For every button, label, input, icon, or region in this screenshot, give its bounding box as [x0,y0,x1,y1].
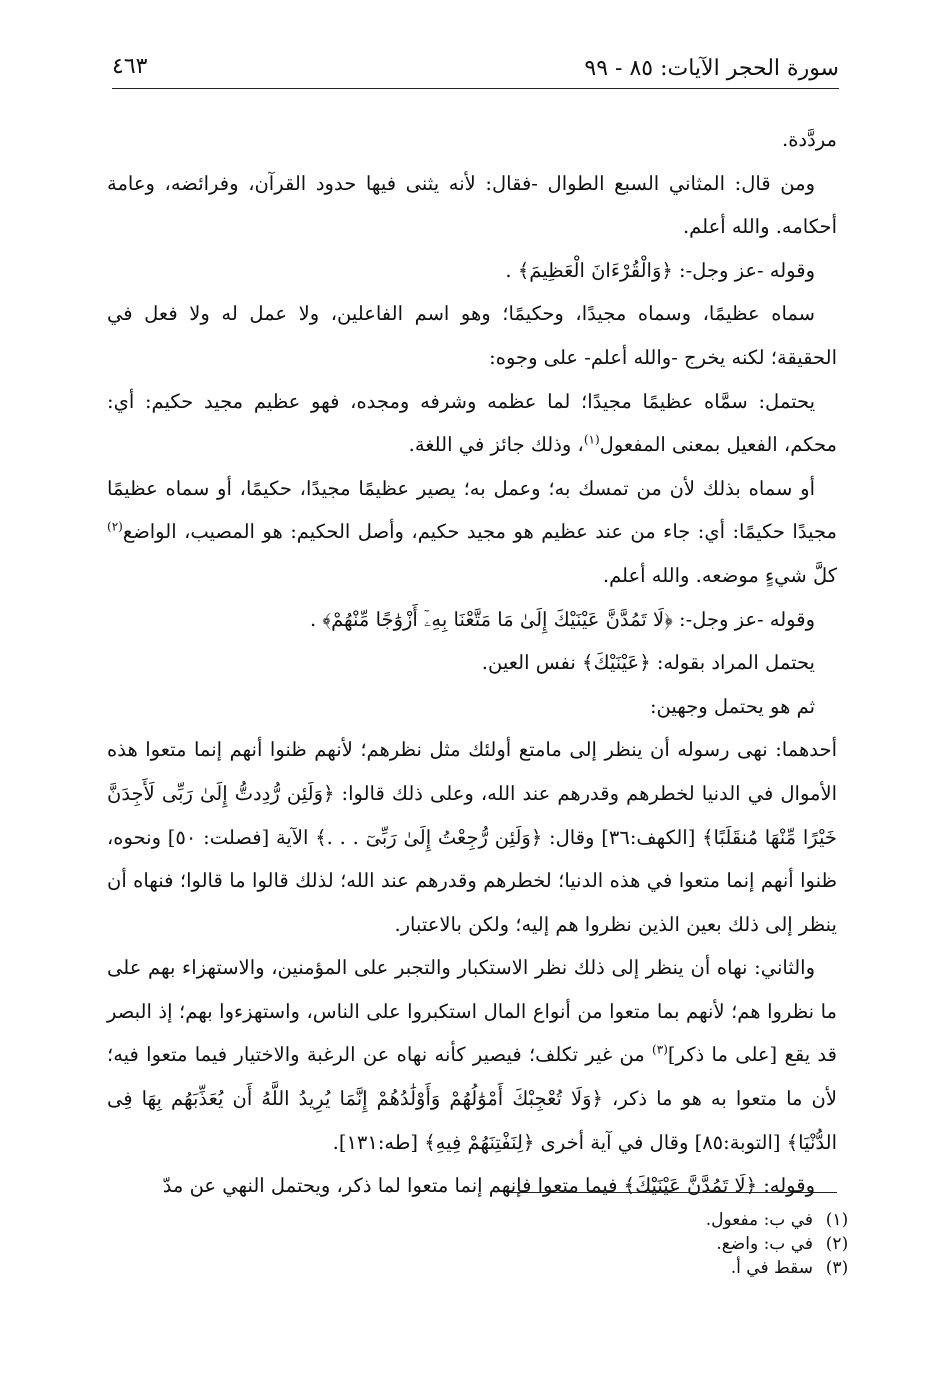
quran-quote: ﴿وَلَئِن رُّدِدتُّ إِلَىٰ رَبِّى لَأَجِدَنَّ خَيْرًا مِّنْهَا مُنقَلَبًا﴾ [107,781,837,849]
main-text [107,118,837,1208]
footnote-number: (٢) [825,1234,849,1254]
text-run: ومن قال: المثاني السبع الطوال -فقال: لأنه يثنى فيها حدود القرآن، وفرائضه، وعامة أحكامه. والله أعلم. [107,171,837,239]
quran-quote: ﴿وَلَا تُعْجِبْكَ أَمْوَٰلُهُمْ وَأَوْلَٰدُهُمْ إِنَّمَا يُرِيدُ اللَّهُ أَن يُعَذِّبَهُم بِهَا فِى الدُّنْيَا﴾ [107,1087,837,1154]
text-run: ثم هو يحتمل وجهين: [649,694,815,718]
footnote-text: في ب: مفعول. [705,1210,813,1230]
footnote-text: في ب: واضع. [716,1234,813,1254]
page-number: ٤٦٣ [112,54,148,79]
text-run: نفس العين. [481,651,583,675]
paragraph [107,292,837,379]
footnote [251,1256,851,1280]
footnote-text: سقط في أ. [730,1258,813,1278]
text-run: ، وذلك جائز في اللغة. [408,433,584,457]
quran-quote: ﴿وَالْقُرْءَانَ الْعَظِيمَ﴾ [517,258,673,282]
text-run: [التوبة:٨٥] وقال في آية أخرى [534,1130,787,1154]
paragraph [107,162,837,249]
paragraph [107,249,837,293]
footnote [251,1232,851,1256]
footnote-marker: (١) [583,432,600,447]
text-run: وقوله: [757,1174,815,1198]
text-run: كلَّ شيءٍ موضعه. والله أعلم. [602,563,837,587]
text-run: وقوله -عز وجل-: [672,258,815,282]
header-title: سورة الحجر الآيات: ٨٥ - ٩٩ [584,56,839,81]
text-run: يحتمل: سمَّاه عظيمًا مجيدًا؛ لما عظمه وشرفه ومجده، فهو عظيم مجيد حكيم: أي: محكم، الفعيل بمعنى المفعول [107,389,837,457]
quran-quote: ﴿لَا تَمُدَّنَّ عَيْنَيْكَ﴾ [623,1174,758,1198]
text-run: أو سماه بذلك لأن من تمسك به؛ وعمل به؛ يصير عظيمًا مجيدًا، حكيمًا، أو سماه عظيمًا مجيدًا حكيمًا: أي: جاء من عند عظيم هو مجيد حكيم، وأصل الحكيم: هو المصيب، الواضع [107,476,837,544]
text-run: وقوله -عز وجل-: [672,607,815,631]
paragraph [107,728,837,946]
paragraph [107,380,837,467]
quran-quote: ﴿وَلَئِن رُّجِعْتُ إِلَىٰ رَبِّىٓ . . .﴾ [315,825,543,849]
quran-quote: ﴿لِنَفْتِنَهُمْ فِيهِ﴾ [424,1130,535,1154]
text-run: . [310,607,323,631]
quran-quote: ﴿لَا تَمُدَّنَّ عَيْنَيْكَ إِلَىٰ مَا مَتَّعْنَا بِهِۦٓ أَزْوَٰجًا مِّنْهُمْ﴾ [322,607,673,631]
text-run: [الكهف:٣٦] وقال: [542,825,703,849]
footnote-marker: (٢) [107,519,123,534]
text-run: فيما متعوا فإنهم إنما متعوا لما ذكر، ويحتمل النهي عن مدّ [162,1174,624,1198]
footnote-marker: (٣) [652,1042,668,1057]
paragraph [107,467,837,598]
text-run: أحدهما: نهى رسوله أن ينظر إلى مامتع أولئك مثل نظرهم؛ لأنهم ظنوا أنهم إنما متعوا هذه الأموال في الدنيا لخطرهم وقدرهم عند الله، وعلى ذلك قالوا: [107,738,837,805]
footnote-number: (٣) [825,1258,849,1278]
footnote-number: (١) [825,1210,849,1230]
text-run: يحتمل المراد بقوله: [650,651,815,675]
text-run: مردَّدة. [782,128,837,151]
text-run: [طه:١٣١]. [332,1130,425,1154]
text-run: من غير تكلف؛ فيصير كأنه نهاه عن الرغبة والاختيار فيما متعوا فيه؛ لأن ما متعوا به هو ما ذكر، [107,1043,837,1111]
paragraph [107,118,837,162]
header-divider [112,88,839,89]
paragraph [107,1164,837,1208]
footnote-divider [507,1192,837,1193]
paragraph [107,946,837,1164]
text-run: والثاني: نهاه أن ينظر إلى ذلك نظر الاستكبار والتجبر على المؤمنين، والاستهزاء بهم على ما نظروا هم؛ لأنهم بما متعوا من أنواع المال استكبروا على الناس، واستهزءوا بهم؛ إذ البصر قد يقع [على ما ذكر] [107,956,837,1067]
footnote [251,1208,851,1232]
running-header [112,52,839,88]
paragraph [107,598,837,642]
quran-quote: ﴿عَيْنَيْكَ﴾ [582,651,651,675]
text-run: الآية [فصلت: ٥٠] ونحوه، ظنوا أنهم إنما متعوا في هذه الدنيا؛ لخطرهم وقدرهم عند الله؛ لذلك قالوا ما قالوا؛ فنهاه أن ينظر إلى ذلك بعين الذين نظروا هم إليه؛ ولكن بالاعتبار. [107,825,837,936]
text-run: . [505,258,518,282]
paragraph [107,641,837,685]
text-run: سماه عظيمًا، وسماه مجيدًا، وحكيمًا؛ وهو اسم الفاعلين، ولا عمل له ولا فعل في الحقيقة؛ لكنه يخرج -والله أعلم- على وجوه: [107,302,837,369]
footnotes [251,1208,851,1280]
paragraph [107,685,837,729]
